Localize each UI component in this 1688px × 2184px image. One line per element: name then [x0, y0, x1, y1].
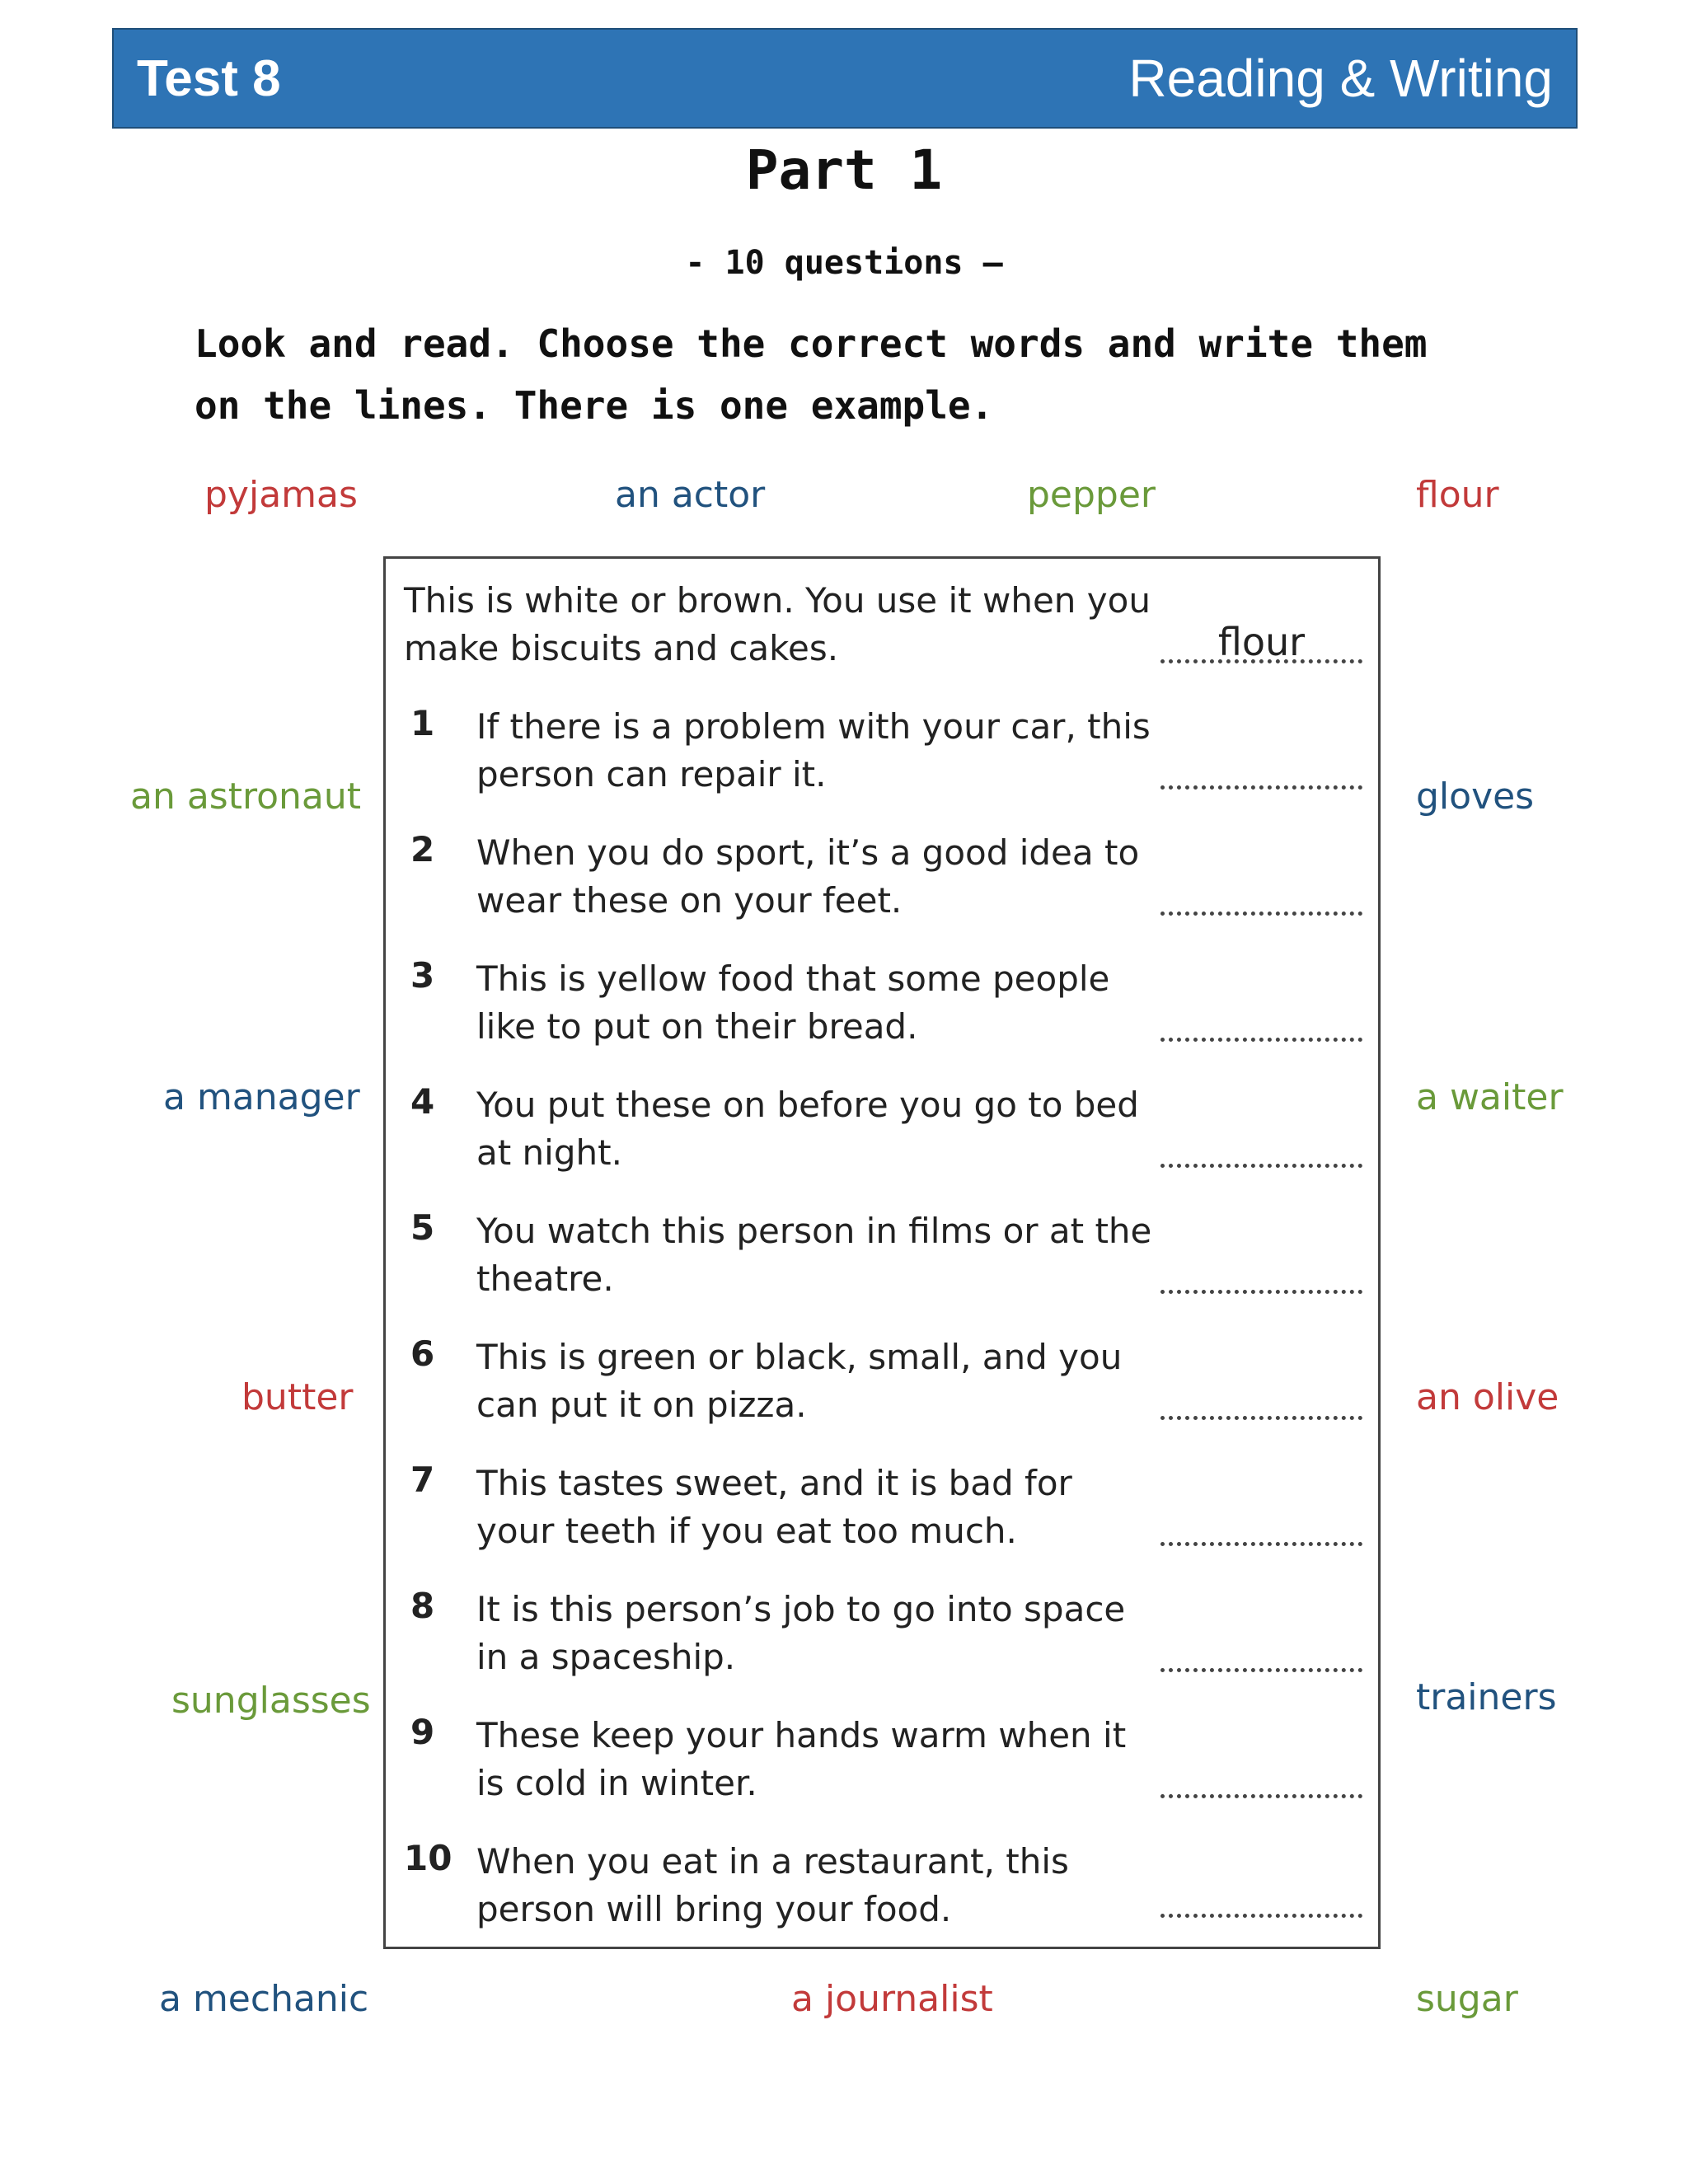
section-title: Reading & Writing — [1128, 49, 1553, 108]
answer-line-3[interactable] — [1160, 1038, 1362, 1042]
question-text: If there is a problem with your car, this person can repair it. — [476, 706, 1151, 794]
question-7 — [386, 1453, 1378, 1577]
question-6 — [386, 1327, 1378, 1451]
answer-line-6[interactable] — [1160, 1416, 1362, 1420]
example-question — [386, 570, 1378, 694]
question-number: 1 — [410, 703, 435, 743]
question-text: You put these on before you go to bed at night. — [476, 1085, 1139, 1173]
answer-line-4[interactable] — [1160, 1164, 1362, 1168]
question-text: These keep your hands warm when it is cold in winter. — [476, 1715, 1127, 1803]
word-a-mechanic: a mechanic — [159, 1978, 369, 2020]
question-10 — [386, 1831, 1378, 1947]
example-answer: flour — [1217, 620, 1306, 664]
word-a-journalist: a journalist — [791, 1978, 993, 2020]
word-flour: flour — [1416, 474, 1499, 516]
word-a-manager: a manager — [163, 1076, 360, 1118]
question-number: 6 — [410, 1333, 435, 1374]
instructions: Look and read. Choose the correct words and write them on the lines. There is one example. — [195, 321, 1428, 428]
part-title: Part 1 — [745, 138, 943, 202]
word-a-waiter: a waiter — [1416, 1076, 1564, 1118]
question-text: This is yellow food that some people like to put on their bread. — [476, 958, 1110, 1047]
question-8 — [386, 1579, 1378, 1703]
question-9 — [386, 1705, 1378, 1829]
question-number: 5 — [410, 1207, 435, 1248]
answer-line-9[interactable] — [1160, 1794, 1362, 1798]
question-text: You watch this person in films or at the theatre. — [476, 1211, 1152, 1299]
word-trainers: trainers — [1416, 1676, 1557, 1718]
question-4 — [386, 1075, 1378, 1198]
question-number: 8 — [410, 1586, 435, 1626]
question-text: This is green or black, small, and you can put it on pizza. — [476, 1337, 1123, 1425]
answer-line-2[interactable] — [1160, 912, 1362, 916]
question-1 — [386, 696, 1378, 820]
question-number: 2 — [410, 829, 435, 869]
question-number: 10 — [404, 1838, 452, 1878]
question-number: 4 — [410, 1081, 435, 1122]
question-text: It is this person’s job to go into space in a spaceship. — [476, 1589, 1126, 1677]
question-number: 3 — [410, 955, 435, 996]
question-box — [383, 556, 1381, 1949]
question-3 — [386, 949, 1378, 1072]
word-an-astronaut: an astronaut — [130, 776, 362, 818]
word-an-actor: an actor — [615, 474, 766, 516]
question-text: This tastes sweet, and it is bad for your teeth if you eat too much. — [476, 1463, 1072, 1551]
word-pyjamas: pyjamas — [204, 474, 358, 516]
question-text: When you do sport, it’s a good idea to wear these on your feet. — [476, 832, 1140, 921]
question-number: 7 — [410, 1460, 435, 1500]
question-count: - 10 questions – — [685, 244, 1003, 282]
answer-line-1[interactable] — [1160, 785, 1362, 790]
word-an-olive: an olive — [1416, 1376, 1559, 1418]
question-5 — [386, 1201, 1378, 1324]
word-butter: butter — [241, 1376, 354, 1418]
answer-line-5[interactable] — [1160, 1290, 1362, 1294]
header-bar — [112, 28, 1578, 129]
question-number: 9 — [410, 1712, 435, 1752]
question-text: When you eat in a restaurant, this person will bring your food. — [476, 1841, 1069, 1929]
test-label: Test 8 — [137, 49, 281, 107]
word-sunglasses: sunglasses — [171, 1680, 371, 1722]
word-gloves: gloves — [1416, 776, 1535, 818]
question-2 — [386, 823, 1378, 946]
example-text: This is white or brown. You use it when you make biscuits and cakes. — [404, 580, 1151, 668]
answer-line-10[interactable] — [1160, 1914, 1362, 1918]
example-answer-line — [1160, 659, 1362, 663]
word-sugar: sugar — [1416, 1978, 1518, 2020]
answer-line-7[interactable] — [1160, 1542, 1362, 1546]
word-pepper: pepper — [1027, 474, 1156, 516]
answer-line-8[interactable] — [1160, 1668, 1362, 1672]
